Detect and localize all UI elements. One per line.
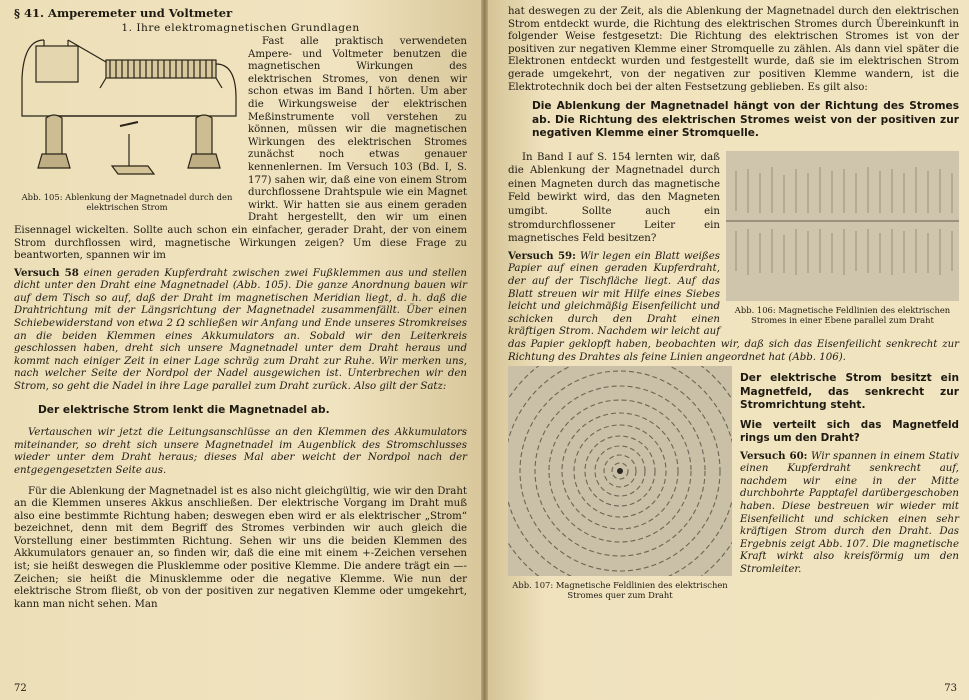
field-lines-parallel-photo [726, 151, 959, 301]
versuch-58 [14, 267, 467, 394]
page-number-left: 72 [14, 683, 27, 694]
intro-paragraph: Fast alle praktisch verwendeten Ampere- und Voltmeter benutzen die magnetischen Wirkungen des elektrischen Stromes, von denen wir schon etwas im Band I hörten. Um aber die Wirkungsweise der elektrischen Meßinstrumente voll verstehen zu können, müssen wir die magnetischen Wirkungen des elektrischen Stromes zunächst noch etwas genauer kennenlernen. Im Versuch 103 (Bd. I, S. 177) sahen wir, daß eine von einem Strom durchflossene Drahtspule wie ein Magnet wirkt. Wir hatten sie aus einem geraden Draht hergestellt, den wir um einen Eisennagel wickelten. Sollte auch schon ein einfacher, gerader Draht, der von einem Strom durchflossen wird, magnetische Wirkungen zeigen? Um diese Frage zu beantworten, spannen wir im [14, 36, 467, 262]
versuch-60-text: Wir spannen in einem Stativ einen Kupferdraht senkrecht auf, nachdem wir eine in der Mitte durchbohrte Papptafel darübergeschoben haben. Diese bestreuen wir wieder mit Eisenfeilicht und schicken einen sehr kräftigen Strom durch den Draht. Das Ergebnis zeigt Abb. 107. Die magnetische Kraft wirkt also kreisförmig um den Stromleiter. [740, 450, 959, 575]
figure-107 [508, 366, 732, 600]
right-page [488, 0, 969, 700]
swap-paragraph: Vertauschen wir jetzt die Leitungsanschlüsse an den Klemmen des Akkumulators miteinander, so dreht sich unsere Magnetnadel im Augenblick des Stromschlusses wieder unter dem Draht heraus; dieses Mal aber weicht der Nordpol nach der entgegengesetzten Seite aus. [14, 427, 467, 476]
rule-direction: Die Ablenkung der Magnetnadel hängt von der Richtung des Stromes ab. Die Richtung des elektrischen Stromes weist von der positiven zur negativen Klemme einer Stromquelle. [532, 100, 959, 140]
page-number-right: 73 [944, 683, 957, 694]
direction-paragraph: Für die Ablenkung der Magnetnadel ist es also nicht gleichgültig, wie wir den Draht an die Klemmen unseres Akkus anschließen. Der elektrische Vorgang im Draht muß also eine bestimmte Richtung haben; deswegen eben wird er als elektrischer „Strom“ bezeichnet, denn mit dem Begriff des Stromes verbinden wir auch gleich die Vorstellung einer bestimmten Richtung. Sehen wir uns die beiden Klemmen des Akkumulators genauer an, so finden wir, daß die eine mit einem +-Zeichen versehen ist; sie heißt deswegen die Plusklemme oder positive Klemme. Die andere trägt ein —-Zeichen; sie heißt die Minusklemme oder die negative Klemme. Wie nun der elektrische Strom fließt, ob von der positiven zur negativen Klemme oder umgekehrt, kann man nicht sehen. Man [14, 485, 467, 610]
versuch-59-label: Versuch 59: [508, 249, 576, 262]
versuch-59-text: Wir legen ein Blatt weißes Papier auf einen geraden Kupferdraht, der auf der Tischfläche liegt. Auf das Blatt streuen wir mit Hilfe eines Siebes leicht und gleichmäßig Eisenfeilicht und schicken durch den Draht einen kräftigen Strom. Nachdem wir leicht auf das Papier geklopft haben, beobachten wir, daß sich das Eisenfeilicht senkrecht zur Richtung des Drahtes als feine Linien angeordnet hat (Abb. 106). [508, 250, 959, 363]
figure-106 [726, 151, 959, 325]
section-heading: § 41. Amperemeter und Voltmeter [14, 6, 233, 20]
field-lines-circular-photo [508, 366, 732, 576]
left-page [0, 0, 481, 700]
rule-magnetic-field: Der elektrische Strom besitzt ein Magnetfeld, das senkrecht zur Stromrichtung steht. [740, 372, 959, 412]
rule-current-deflects: Der elektrische Strom lenkt die Magnetnadel ab. [38, 403, 330, 416]
versuch-58-text: einen geraden Kupferdraht zwischen zwei Fußklemmen aus und stellen dicht unter den Draht eine Magnetnadel (Abb. 105). Die ganze Anordnung bauen wir auf dem Tisch so auf, daß der Draht im magnetischen Meridian liegt, d. h. daß die Drahtrichtung mit der Längsrichtung der Magnetnadel zusammenfällt. Über einen Schiebewiderstand von etwa 2 Ω schließen wir Anfang und Ende unseres Stromkreises an die beiden Klemmen eines Akkumulators an. Sobald wir den Leiterkreis geschlossen haben, dreht sich unsere Magnetnadel unter dem Draht heraus und kommt nach einiger Zeit in einer Lage schräg zum Draht zur Ruhe. Wir merken uns, nach welcher Seite der Nordpol der Nadel ausgewichen ist. Unterbrechen wir den Strom, so geht die Nadel in ihre Lage parallel zum Draht zurück. Also gilt der Satz: [14, 267, 467, 393]
question-field-distribution: Wie verteilt sich das Magnetfeld rings um den Draht? [740, 418, 959, 445]
convention-paragraph: hat deswegen zu der Zeit, als die Ablenkung der Magnetnadel durch den elektrischen Strom entdeckt wurde, die Richtung des elektrischen Stromes durch Übereinkunft in folgender Weise festgesetzt: Die Richtung des elektrischen Stromes ist von der positiven zur negativen Klemme einer Stromquelle zu zählen. Als dann viel später die Elektronen entdeckt wurden und festgestellt wurde, daß sie im elektrischen Strom gerade umgekehrt, von der negativen zur positiven Klemme wandern, ist die Elektrotechnik doch bei der alten Festsetzung geblieben. Es gilt also: [508, 6, 959, 93]
apparatus-illustration [14, 38, 240, 188]
figure-106-caption: Abb. 106: Magnetische Feldlinien des elektrischen Stromes in einer Ebene parallel zum Draht [734, 304, 951, 325]
figure-105-caption: Abb. 105: Ablenkung der Magnetnadel durch den elektrischen Strom [21, 192, 233, 212]
subheading: 1. Ihre elektromagnetischen Grundlagen [121, 22, 360, 34]
figure-107-caption: Abb. 107: Magnetische Feldlinien des elektrischen Stromes quer zum Draht [512, 580, 728, 601]
book-gutter [481, 0, 488, 700]
figure-105 [14, 38, 240, 212]
band-paragraph: In Band I auf S. 154 lernten wir, daß die Ablenkung der Magnetnadel durch einen Magneten durch das magnetische Feld bewirkt wird, das den Magneten umgibt. Sollte auch ein stromdurchflossener Leiter ein magnetisches Feld besitzen? [508, 151, 720, 245]
versuch-58-label: Versuch 58 [14, 266, 79, 279]
versuch-60-label: Versuch 60: [740, 449, 808, 462]
